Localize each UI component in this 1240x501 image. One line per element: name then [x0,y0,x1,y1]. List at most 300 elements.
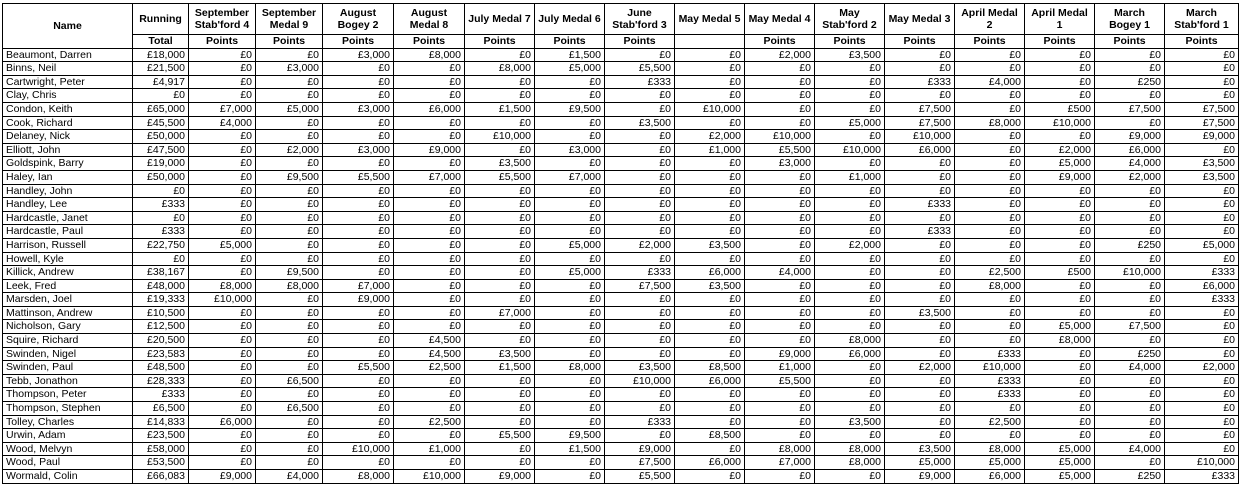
points-cell: £6,000 [815,347,885,361]
points-cell: £0 [605,225,675,239]
points-cell: £0 [1025,279,1095,293]
points-cell: £0 [323,198,394,212]
points-cell: £0 [815,374,885,388]
points-cell: £0 [605,211,675,225]
points-cell: £4,000 [955,75,1025,89]
points-cell: £333 [955,347,1025,361]
player-name-cell: Harrison, Russell [3,238,133,252]
points-cell: £0 [955,211,1025,225]
column-subheader: Points [465,35,535,49]
points-cell: £0 [535,130,605,144]
points-cell: £333 [885,75,955,89]
player-name-cell: Haley, Ian [3,170,133,184]
points-cell: £7,500 [885,102,955,116]
points-cell: £66,083 [133,470,189,484]
points-cell: £10,000 [1095,266,1165,280]
points-cell: £0 [535,116,605,130]
points-cell: £10,000 [955,361,1025,375]
points-cell: £0 [465,198,535,212]
points-cell: £10,000 [675,102,745,116]
points-cell: £48,000 [133,279,189,293]
column-header: Name [3,4,133,49]
points-cell: £4,500 [394,347,465,361]
points-cell: £5,000 [1025,157,1095,171]
points-cell: £9,500 [256,266,323,280]
column-header: June Stab'ford 3 [605,4,675,35]
points-cell: £20,500 [133,334,189,348]
points-cell: £0 [189,225,256,239]
points-cell: £0 [745,306,815,320]
points-cell: £8,000 [815,456,885,470]
points-cell: £0 [394,238,465,252]
table-row [3,157,1239,171]
points-cell: £333 [1165,266,1239,280]
points-cell: £0 [323,388,394,402]
points-cell: £0 [465,252,535,266]
points-cell: £0 [535,347,605,361]
points-cell: £0 [955,306,1025,320]
points-cell: £0 [605,293,675,307]
points-cell: £0 [189,170,256,184]
column-subheader: Points [605,35,675,49]
points-cell: £0 [815,102,885,116]
column-header: March Stab'ford 1 [1165,4,1239,35]
points-cell: £0 [256,442,323,456]
points-cell: £0 [885,429,955,443]
points-cell: £333 [1165,470,1239,484]
points-cell: £3,000 [745,157,815,171]
column-subheader: Total [133,35,189,49]
points-cell: £0 [323,456,394,470]
points-cell: £0 [394,374,465,388]
points-cell: £0 [675,293,745,307]
points-cell: £0 [605,198,675,212]
points-cell: £0 [605,334,675,348]
points-cell: £10,000 [465,130,535,144]
points-cell: £8,000 [465,62,535,76]
points-cell: £0 [189,388,256,402]
points-cell: £3,000 [323,143,394,157]
points-cell: £0 [605,388,675,402]
points-cell: £0 [815,293,885,307]
points-cell: £0 [1165,374,1239,388]
points-cell: £1,500 [465,361,535,375]
points-cell: £0 [256,320,323,334]
points-cell: £0 [1025,429,1095,443]
points-cell: £0 [189,143,256,157]
player-name-cell: Handley, John [3,184,133,198]
points-cell: £3,000 [256,62,323,76]
points-cell: £9,000 [885,470,955,484]
points-cell: £0 [1095,252,1165,266]
points-cell: £0 [605,89,675,103]
points-cell: £0 [885,374,955,388]
points-cell: £7,000 [189,102,256,116]
points-cell: £0 [675,347,745,361]
points-cell: £0 [745,252,815,266]
points-cell: £45,500 [133,116,189,130]
column-header: July Medal 7 [465,4,535,35]
points-cell: £0 [885,266,955,280]
points-cell: £0 [394,279,465,293]
points-cell: £0 [675,62,745,76]
points-cell: £0 [323,334,394,348]
points-cell: £50,000 [133,130,189,144]
player-name-cell: Binns, Neil [3,62,133,76]
points-cell: £0 [1095,279,1165,293]
points-cell: £0 [1165,89,1239,103]
points-cell: £0 [885,334,955,348]
points-cell: £0 [955,184,1025,198]
points-cell: £2,500 [394,415,465,429]
points-cell: £0 [394,266,465,280]
points-cell: £3,500 [1165,157,1239,171]
points-cell: £6,000 [189,415,256,429]
points-cell: £0 [256,347,323,361]
points-cell: £0 [535,470,605,484]
table-row [3,347,1239,361]
column-subheader: Points [1095,35,1165,49]
points-cell: £0 [885,293,955,307]
points-cell: £0 [1165,415,1239,429]
points-cell: £0 [535,293,605,307]
column-header: Running [133,4,189,35]
points-cell: £0 [535,415,605,429]
points-cell: £0 [675,442,745,456]
points-cell: £3,500 [885,306,955,320]
points-cell: £0 [1025,211,1095,225]
points-cell: £0 [189,402,256,416]
points-cell: £0 [535,198,605,212]
points-cell: £18,000 [133,48,189,62]
points-cell: £0 [394,62,465,76]
points-cell: £0 [955,170,1025,184]
player-name-cell: Thompson, Stephen [3,402,133,416]
points-cell: £0 [745,402,815,416]
points-cell: £0 [885,388,955,402]
points-cell: £0 [1165,320,1239,334]
points-cell: £0 [465,388,535,402]
points-cell: £0 [1095,374,1165,388]
points-cell: £0 [815,211,885,225]
points-cell: £0 [955,48,1025,62]
points-cell: £0 [1165,75,1239,89]
points-cell: £0 [675,320,745,334]
player-name-cell: Tolley, Charles [3,415,133,429]
points-cell: £3,500 [815,48,885,62]
points-cell: £0 [745,388,815,402]
points-cell: £4,000 [1095,442,1165,456]
points-cell: £0 [885,402,955,416]
points-cell: £0 [1095,89,1165,103]
points-cell: £5,000 [256,102,323,116]
points-cell: £333 [955,388,1025,402]
points-cell: £0 [745,170,815,184]
points-cell: £8,500 [675,361,745,375]
column-header: April Medal 2 [955,4,1025,35]
points-cell: £0 [394,130,465,144]
points-cell: £0 [1025,293,1095,307]
table-row [3,442,1239,456]
points-cell: £333 [1165,293,1239,307]
points-cell: £0 [675,170,745,184]
points-cell: £0 [394,320,465,334]
points-cell: £0 [189,266,256,280]
points-cell: £0 [323,429,394,443]
points-cell: £0 [256,361,323,375]
points-cell: £0 [394,456,465,470]
points-cell: £5,000 [189,238,256,252]
points-cell: £3,500 [465,157,535,171]
column-header: April Medal 1 [1025,4,1095,35]
points-cell: £21,500 [133,62,189,76]
points-cell: £0 [465,293,535,307]
points-cell: £0 [189,130,256,144]
points-cell: £3,500 [675,238,745,252]
points-cell: £0 [394,388,465,402]
points-cell: £0 [1025,48,1095,62]
points-cell: £8,000 [955,116,1025,130]
points-cell: £5,500 [605,62,675,76]
points-cell: £48,500 [133,361,189,375]
points-cell: £0 [394,116,465,130]
points-table [2,3,1239,484]
points-cell: £0 [189,320,256,334]
table-row [3,75,1239,89]
points-cell: £0 [955,252,1025,266]
points-cell: £0 [394,306,465,320]
player-name-cell: Cook, Richard [3,116,133,130]
player-name-cell: Howell, Kyle [3,252,133,266]
points-cell: £0 [1025,130,1095,144]
points-cell: £9,000 [1165,130,1239,144]
points-cell: £500 [1025,102,1095,116]
points-cell: £0 [465,184,535,198]
points-cell: £0 [1165,442,1239,456]
points-cell: £0 [885,347,955,361]
points-cell: £9,000 [1025,170,1095,184]
column-header: March Bogey 1 [1095,4,1165,35]
points-cell: £2,000 [256,143,323,157]
points-cell: £0 [1025,198,1095,212]
points-cell: £0 [1025,75,1095,89]
points-cell: £0 [1025,89,1095,103]
points-cell: £8,000 [535,361,605,375]
points-cell: £5,500 [465,429,535,443]
points-cell: £0 [675,252,745,266]
points-cell: £8,000 [815,334,885,348]
points-cell: £4,000 [1095,157,1165,171]
points-cell: £0 [745,198,815,212]
points-cell: £58,000 [133,442,189,456]
points-cell: £0 [189,48,256,62]
points-cell: £0 [535,320,605,334]
points-cell: £0 [465,279,535,293]
points-cell: £14,833 [133,415,189,429]
player-name-cell: Condon, Keith [3,102,133,116]
points-cell: £0 [256,429,323,443]
points-cell: £23,583 [133,347,189,361]
points-cell: £0 [955,402,1025,416]
points-cell: £0 [815,388,885,402]
points-cell: £0 [465,442,535,456]
player-name-cell: Clay, Chris [3,89,133,103]
points-cell: £5,000 [1025,320,1095,334]
points-cell: £1,500 [535,442,605,456]
points-cell: £8,000 [745,442,815,456]
points-cell: £0 [535,211,605,225]
points-cell: £0 [323,415,394,429]
points-cell: £0 [189,442,256,456]
points-cell: £6,500 [133,402,189,416]
points-cell: £3,500 [885,442,955,456]
points-cell: £0 [955,102,1025,116]
points-cell: £0 [323,116,394,130]
points-cell: £0 [605,252,675,266]
column-header: September Stab'ford 4 [189,4,256,35]
table-row [3,48,1239,62]
points-cell: £0 [535,456,605,470]
points-cell: £0 [1095,116,1165,130]
player-name-cell: Wormald, Colin [3,470,133,484]
points-cell: £9,500 [256,170,323,184]
points-cell: £0 [955,130,1025,144]
points-cell: £250 [1095,75,1165,89]
table-row [3,266,1239,280]
points-cell: £0 [885,211,955,225]
points-cell: £5,000 [815,116,885,130]
table-row [3,89,1239,103]
points-cell: £9,000 [394,143,465,157]
points-cell: £0 [1095,388,1165,402]
points-cell: £0 [745,89,815,103]
points-cell: £0 [465,116,535,130]
points-cell: £0 [189,374,256,388]
points-cell: £2,000 [1025,143,1095,157]
points-cell: £333 [885,198,955,212]
column-header: May Medal 4 [745,4,815,35]
points-cell: £3,500 [675,279,745,293]
points-cell: £0 [1025,238,1095,252]
points-cell: £0 [189,456,256,470]
points-cell: £0 [675,388,745,402]
points-cell: £500 [1025,266,1095,280]
points-cell: £0 [1165,184,1239,198]
player-name-cell: Thompson, Peter [3,388,133,402]
points-cell: £0 [1025,415,1095,429]
table-row [3,470,1239,484]
points-cell: £4,000 [189,116,256,130]
points-cell: £0 [535,279,605,293]
column-subheader: Points [745,35,815,49]
column-header: August Medal 8 [394,4,465,35]
points-cell: £0 [1095,225,1165,239]
points-cell: £9,000 [189,470,256,484]
table-row [3,225,1239,239]
points-cell: £4,500 [394,334,465,348]
points-cell: £0 [465,211,535,225]
points-cell: £2,000 [1165,361,1239,375]
points-cell: £0 [1095,62,1165,76]
points-cell: £0 [189,89,256,103]
points-cell: £7,500 [885,116,955,130]
points-cell: £0 [1165,211,1239,225]
points-cell: £9,000 [323,293,394,307]
points-cell: £0 [1025,361,1095,375]
table-row [3,116,1239,130]
points-cell: £0 [465,415,535,429]
points-cell: £0 [605,48,675,62]
column-subheader: Points [535,35,605,49]
points-cell: £0 [885,89,955,103]
points-cell: £0 [394,89,465,103]
points-cell: £19,000 [133,157,189,171]
points-cell: £333 [133,198,189,212]
column-header: September Medal 9 [256,4,323,35]
points-cell: £9,000 [745,347,815,361]
points-cell: £5,000 [885,456,955,470]
points-cell: £0 [323,266,394,280]
points-cell: £0 [323,89,394,103]
table-row [3,184,1239,198]
points-cell: £10,000 [745,130,815,144]
points-cell: £0 [256,252,323,266]
points-cell: £0 [256,388,323,402]
points-cell: £5,500 [745,143,815,157]
points-cell: £5,500 [605,470,675,484]
player-name-cell: Nicholson, Gary [3,320,133,334]
points-cell: £0 [465,266,535,280]
points-cell: £0 [535,157,605,171]
table-row [3,211,1239,225]
points-cell: £0 [745,320,815,334]
points-cell: £7,500 [605,279,675,293]
table-row [3,429,1239,443]
points-cell: £0 [1025,225,1095,239]
points-cell: £0 [256,238,323,252]
points-cell: £0 [605,102,675,116]
points-cell: £0 [256,415,323,429]
points-cell: £0 [189,157,256,171]
points-cell: £6,000 [1165,279,1239,293]
points-cell: £0 [1165,402,1239,416]
points-cell: £0 [1025,347,1095,361]
table-row [3,279,1239,293]
points-cell: £5,500 [323,361,394,375]
points-cell: £0 [394,429,465,443]
points-cell: £0 [815,130,885,144]
points-cell: £0 [465,48,535,62]
points-cell: £8,000 [189,279,256,293]
points-cell: £10,000 [1165,456,1239,470]
column-subheader: Points [1025,35,1095,49]
column-subheader: Points [394,35,465,49]
points-cell: £9,000 [1095,130,1165,144]
points-cell: £0 [535,184,605,198]
column-subheader: Points [189,35,256,49]
points-cell: £0 [256,198,323,212]
points-cell: £3,500 [605,116,675,130]
points-cell: £5,500 [323,170,394,184]
player-name-cell: Leek, Fred [3,279,133,293]
column-header: May Medal 3 [885,4,955,35]
points-cell: £0 [955,320,1025,334]
points-cell: £6,000 [675,374,745,388]
player-name-cell: Urwin, Adam [3,429,133,443]
points-cell: £1,000 [815,170,885,184]
points-cell: £0 [955,143,1025,157]
points-cell: £0 [535,89,605,103]
